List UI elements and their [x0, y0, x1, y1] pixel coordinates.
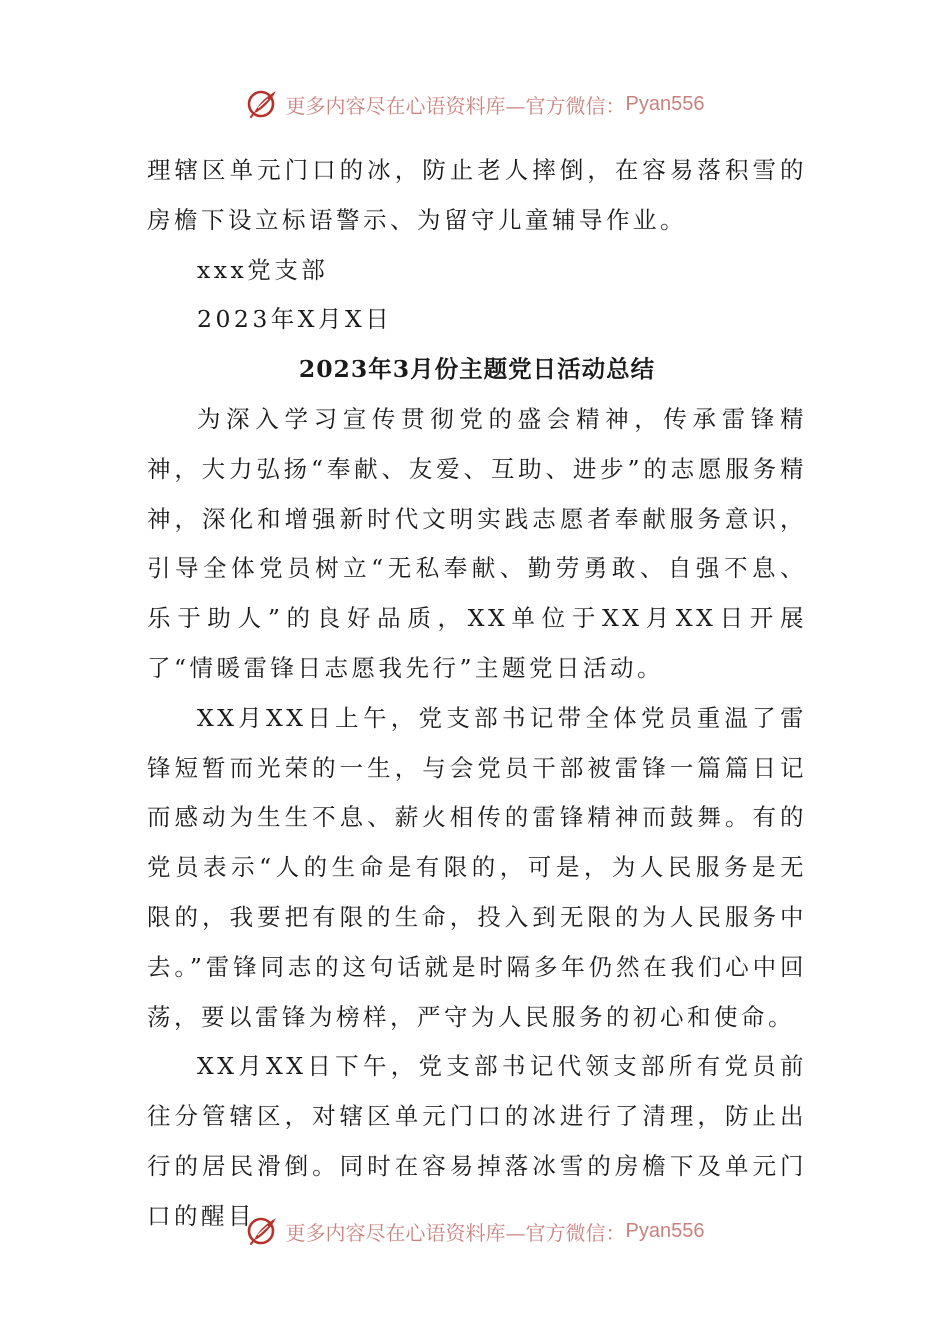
- body-paragraph: XX月XX日下午，党支部书记代领支部所有党员前往分管辖区，对辖区单元门口的冰进行了清理，防止出行的居民滑倒。同时在容易掉落冰雪的房檐下及单元门口的醒目: [147, 1052, 807, 1230]
- watermark-code: Pyan556: [625, 92, 705, 115]
- document-body: [147, 146, 807, 1242]
- signature-date: 2023年X月X日: [197, 305, 393, 334]
- body-paragraph: 为深入学习宣传贯彻党的盛会精神，传承雷锋精神，大力弘扬“奉献、友爱、互助、进步”的志愿服务精神，深化和增强新时代文明实践志愿者奉献服务意识，引导全体党员树立“无私奉献、勤劳勇敢、自强不息、乐于助人”的良好品质，XX单位于XX月XX日开展了“情暖雷锋日志愿我先行”主题党日活动。: [147, 404, 807, 682]
- continuation-paragraph: 理辖区单元门口的冰，防止老人摔倒，在容易落积雪的房檐下设立标语警示、为留守儿童辅导作业。: [147, 156, 807, 234]
- document-title: 2023年3月份主题党日活动总结: [298, 355, 656, 384]
- body-paragraph: XX月XX日上午，党支部书记带全体党员重温了雷锋短暂而光荣的一生，与会党员干部被雷锋一篇篇日记而感动为生生不息、薪火相传的雷锋精神而鼓舞。有的党员表示“人的生命是有限的，可是，为人民服务是无限的，我要把有限的生命，投入到无限的为人民服务中去。”雷锋同志的这句话就是时隔多年仍然在我们心中回荡，要以雷锋为榜样，严守为人民服务的初心和使命。: [147, 703, 807, 1031]
- watermark-text: 更多内容尽在心语资料库—官方微信：: [285, 1220, 626, 1245]
- signature-org: xxx党支部: [197, 255, 329, 284]
- watermark-text: 更多内容尽在心语资料库—官方微信：: [285, 93, 626, 118]
- quill-pen-logo-icon: [246, 87, 280, 121]
- footer-watermark: [0, 1211, 950, 1251]
- quill-pen-logo-icon: [246, 1214, 280, 1248]
- watermark-code: Pyan556: [625, 1219, 705, 1242]
- header-watermark: [0, 84, 950, 124]
